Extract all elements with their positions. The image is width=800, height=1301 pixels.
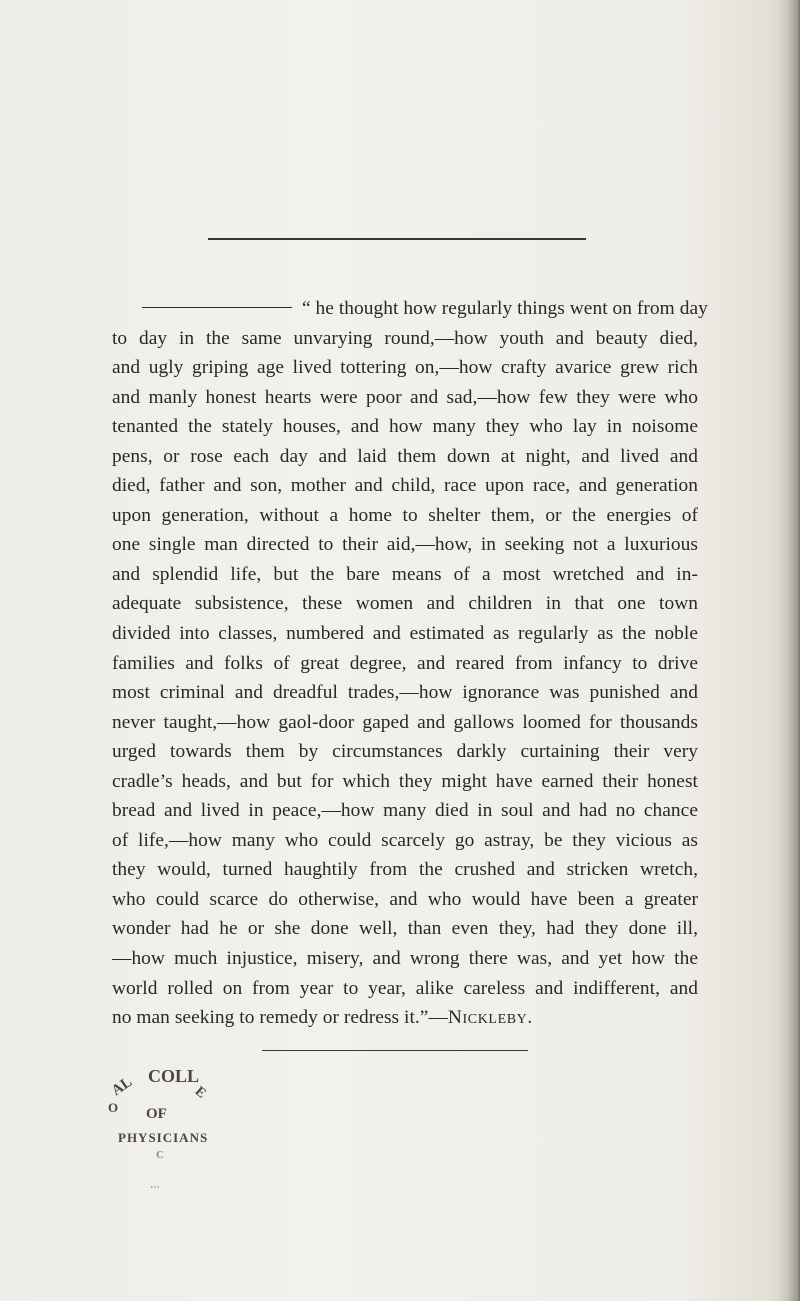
quote-line: “ he thought how regularly things went on from day <box>112 294 698 324</box>
quote-line: tenanted the stately houses, and how many they who lay in noisome <box>112 416 698 438</box>
quote-line: cradle’s heads, and but for which they might have earned their honest <box>112 770 698 792</box>
quote-line: pens, or rose each day and laid them down at night, and lived and <box>112 445 698 467</box>
svg-text:C: C <box>156 1149 164 1161</box>
svg-text:E: E <box>191 1084 209 1102</box>
quote-line: one single man directed to their aid,—how, in seeking not a luxurious <box>112 534 698 556</box>
svg-text:…: … <box>150 1180 160 1191</box>
stamp-text-coll: COLL <box>148 1066 200 1086</box>
quote-closing-text: no man seeking to remedy or redress it.”— <box>112 1007 448 1029</box>
svg-text:O: O <box>108 1100 119 1115</box>
quote-line: to day in the same unvarying round,—how youth and beauty died, <box>112 327 698 349</box>
quote-line: adequate subsistence, these women and children in that one town <box>112 593 698 615</box>
quote-line: and manly honest hearts were poor and sad,—how few they were who <box>112 386 698 408</box>
top-divider-rule <box>208 238 586 240</box>
quote-line: never taught,—how gaol-door gaped and gallows loomed for thousands <box>112 711 698 733</box>
quote-line: and ugly griping age lived tottering on,—how crafty avarice grew rich <box>112 357 698 379</box>
quote-line: they would, turned haughtily from the crushed and stricken wretch, <box>112 859 698 881</box>
page-edge-shadow <box>778 0 800 1301</box>
library-stamp <box>100 1052 220 1192</box>
bottom-divider-rule <box>262 1050 528 1051</box>
quote-line: divided into classes, numbered and estimated as regularly as the noble <box>112 623 698 645</box>
quote-line: urged towards them by circumstances darkly curtaining their very <box>112 741 698 763</box>
quote-line: upon generation, without a home to shelter them, or the energies of <box>112 504 698 526</box>
svg-text:OF: OF <box>146 1106 167 1122</box>
svg-text:AL: AL <box>108 1074 136 1100</box>
library-stamp-graphic <box>100 1052 220 1192</box>
quote-line: and splendid life, but the bare means of a most wretched and in- <box>112 563 698 585</box>
quote-line: who could scarce do otherwise, and who would have been a greater <box>112 888 698 910</box>
svg-text:PHYSICIANS: PHYSICIANS <box>118 1130 209 1145</box>
quote-line: died, father and son, mother and child, race upon race, and generation <box>112 475 698 497</box>
quote-line: most criminal and dreadful trades,—how ignorance was punished and <box>112 682 698 704</box>
quote-line: world rolled on from year to year, alike careless and indifferent, and <box>112 977 698 999</box>
quote-line: bread and lived in peace,—how many died in soul and had no chance <box>112 800 698 822</box>
quote-last-line <box>112 1003 698 1033</box>
attribution: Nickleby. <box>447 1007 533 1029</box>
quote-line: families and folks of great degree, and reared from infancy to drive <box>112 652 698 674</box>
quote-line: of life,—how many who could scarcely go astray, be they vicious as <box>112 829 698 851</box>
leading-dash <box>142 307 292 308</box>
nickleby-quotation <box>112 294 708 1033</box>
quote-line: —how much injustice, misery, and wrong there was, and yet how the <box>112 948 698 970</box>
quote-line: wonder had he or she done well, than even they, had they done ill, <box>112 918 698 940</box>
